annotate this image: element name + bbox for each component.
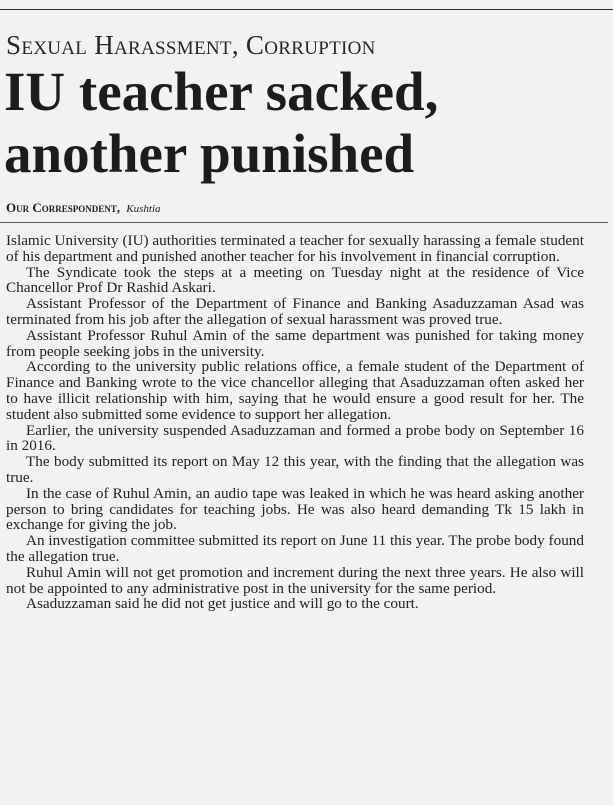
paragraph-3: Assistant Professor of the Department of Finance and Banking Asaduzzaman Asad was terminated from his job after the allegation of sexual harassment was proved true. — [6, 295, 584, 328]
headline-line-2: another punished — [4, 123, 415, 184]
paragraph-6: Earlier, the university suspended Asaduzzaman and formed a probe body on September 16 in 2016. — [6, 421, 584, 455]
article-body — [6, 233, 584, 612]
paragraph-1: Islamic University (IU) authorities terminated a teacher for sexually harassing a female student of his department and punished another teacher for his involvement in financial corruption. — [6, 232, 584, 265]
byline-location: Kushtia — [126, 203, 161, 215]
paragraph-10: Ruhul Amin will not get promotion and increment during the next three years. He also will not be appointed to any administrative post in the university for the same period. — [6, 563, 584, 597]
byline-author: Our Correspondent, — [6, 200, 121, 215]
headline — [4, 61, 604, 185]
top-rule — [0, 9, 613, 10]
byline-rule — [0, 222, 608, 223]
paragraph-2: The Syndicate took the steps at a meeting on Tuesday night at the residence of Vice Chancellor Prof Dr Rashid Askari. — [6, 263, 584, 297]
paragraph-7: The body submitted its report on May 12 this year, with the finding that the allegation was true. — [6, 453, 584, 486]
kicker: Sexual Harassment, Corruption — [6, 30, 376, 60]
paragraph-9: An investigation committee submitted its report on June 11 this year. The probe body found the allegation true. — [6, 532, 584, 565]
paragraph-5: According to the university public relations office, a female student of the Department of Finance and Banking wrote to the vice chancellor alleging that Asaduzzaman often asked her to have illicit relationship with him, saying that he would ensure a good result for her. The student also submitted some evidence to support her allegation. — [6, 358, 584, 423]
paragraph-8: In the case of Ruhul Amin, an audio tape was leaked in which he was heard asking another person to bring candidates for teaching jobs. He was also heard demanding Tk 15 lakh in exchange for giving the job. — [6, 484, 584, 534]
paragraph-4: Assistant Professor Ruhul Amin of the same department was punished for taking money from people seeking jobs in the university. — [6, 326, 584, 360]
byline — [6, 200, 161, 217]
paragraph-11: Asaduzzaman said he did not get justice and will go to the court. — [26, 595, 419, 613]
headline-line-1: IU teacher sacked, — [4, 61, 439, 122]
